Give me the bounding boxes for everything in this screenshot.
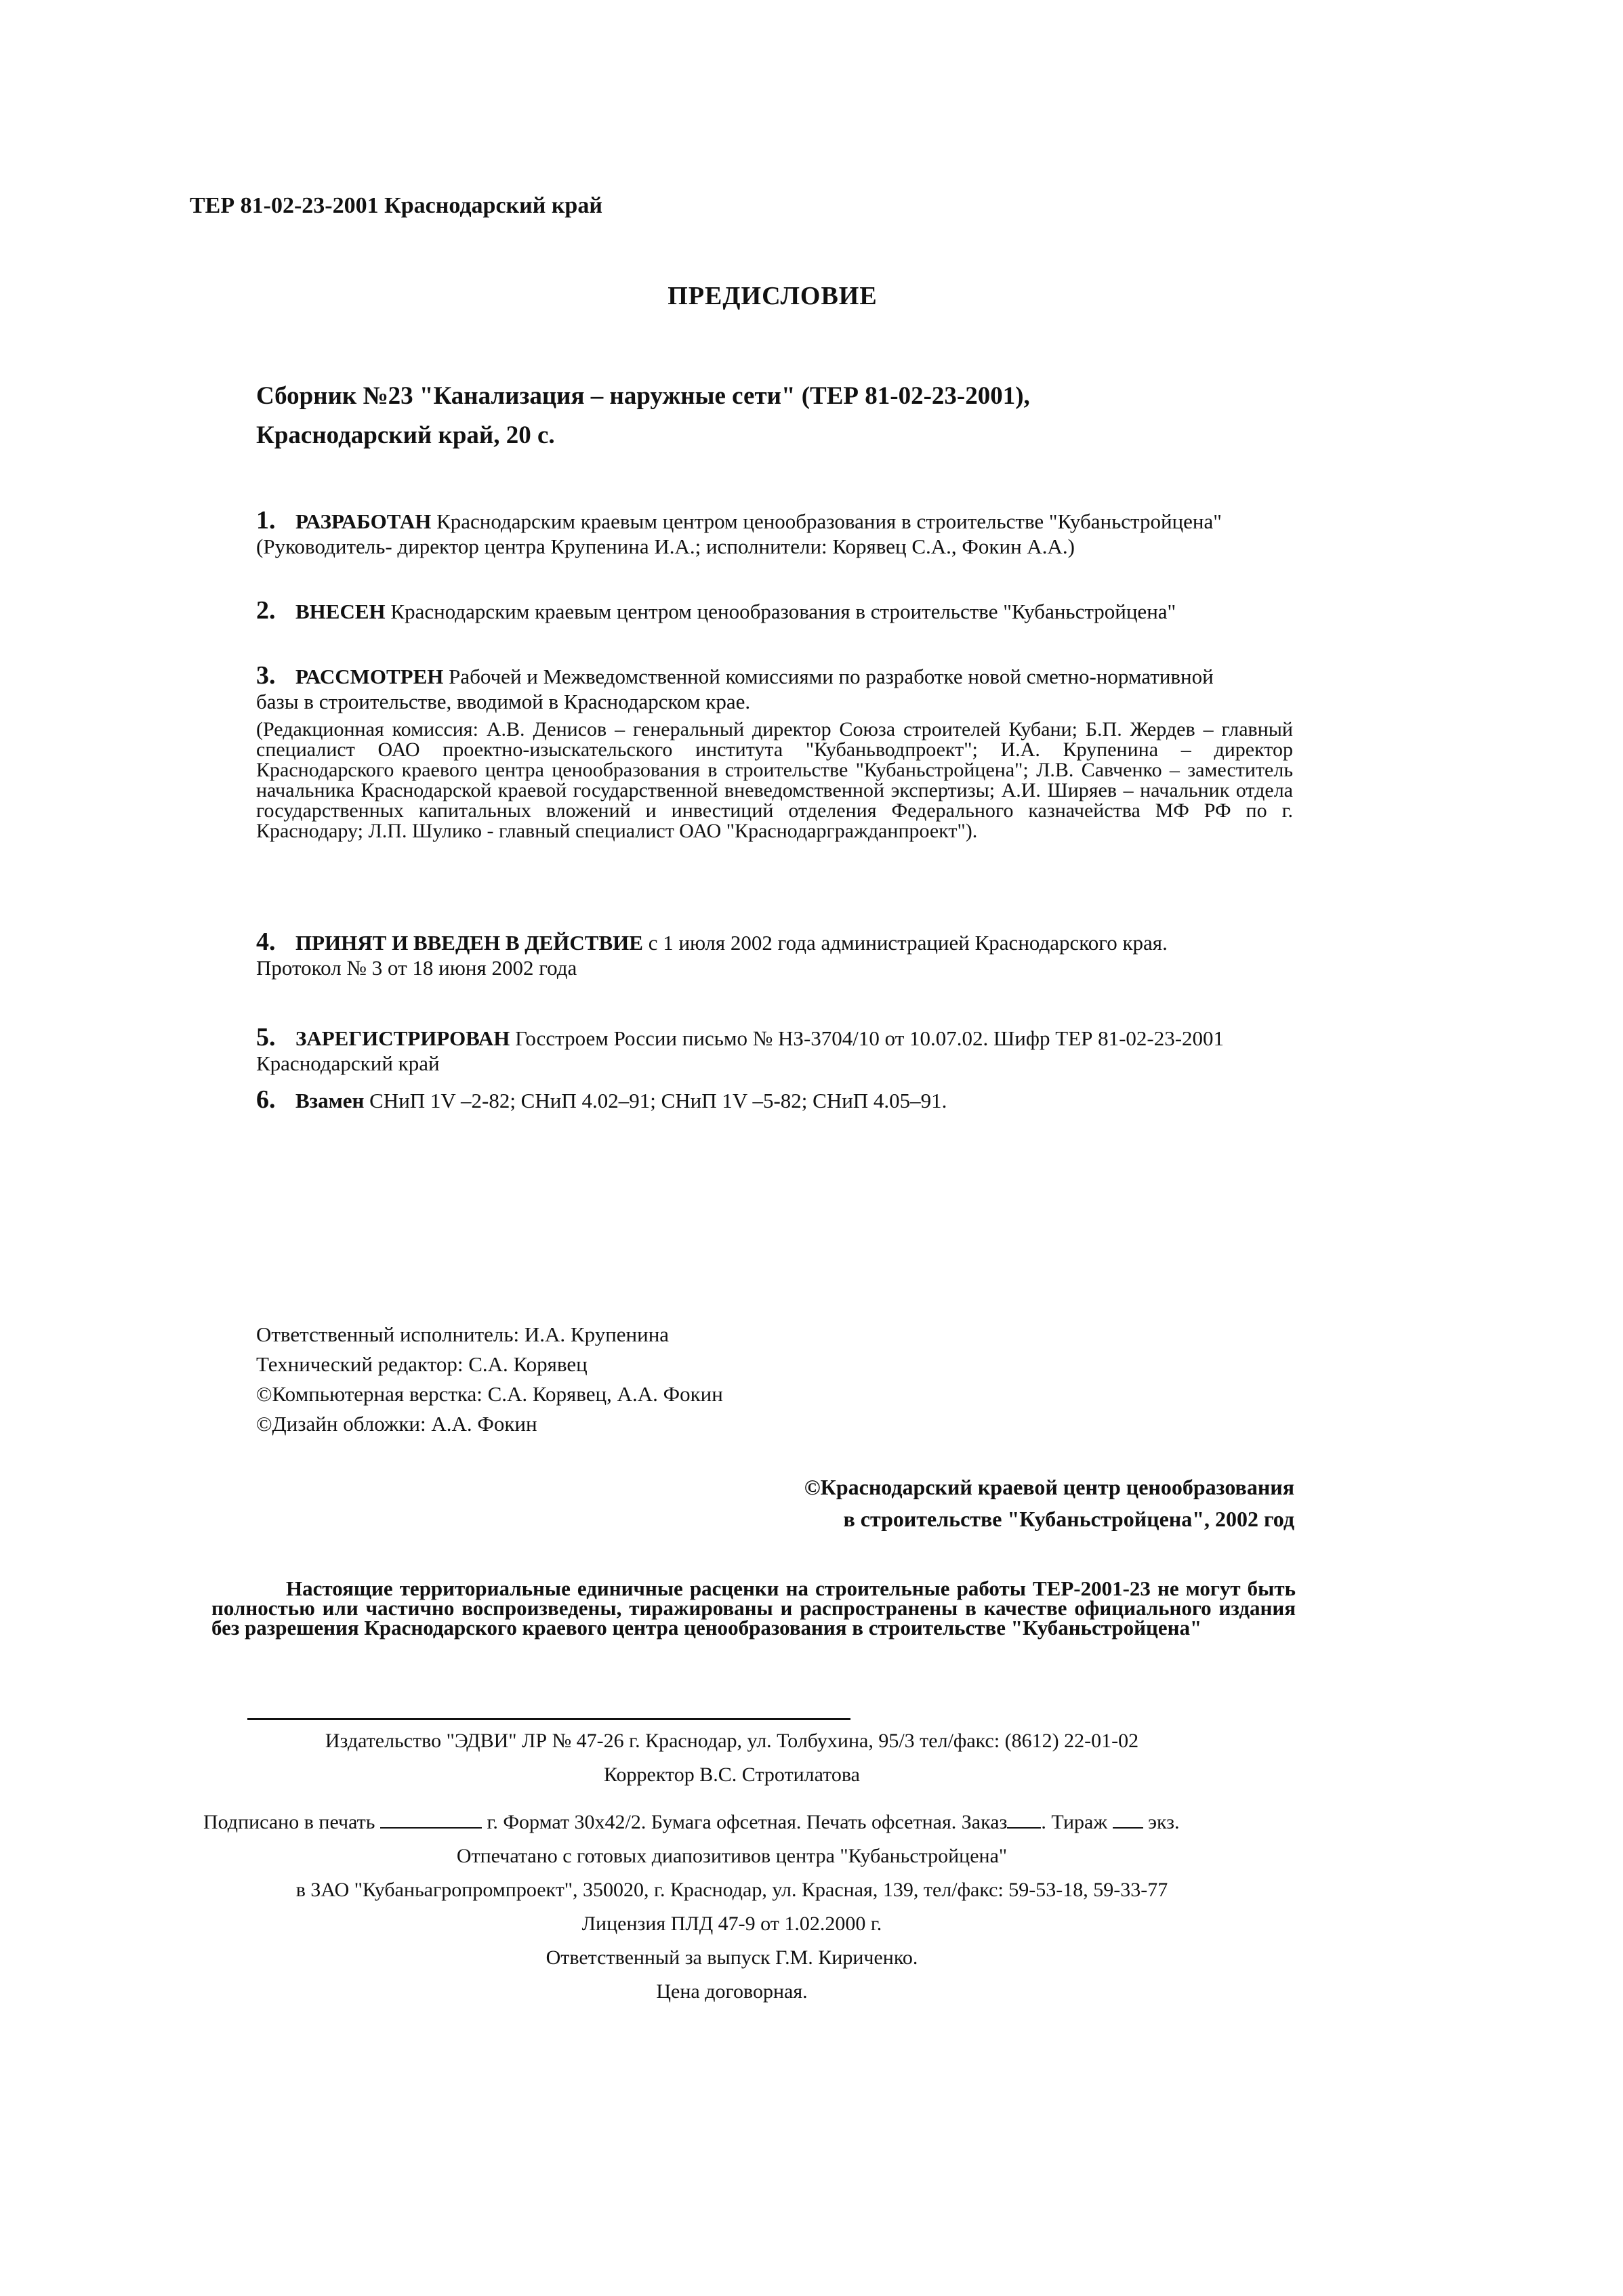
license-line: Лицензия ПЛД 47-9 от 1.02.2000 г.	[581, 1913, 882, 1935]
item-number: 5.	[256, 1023, 276, 1051]
signed-label: Подписано в печать	[203, 1811, 375, 1833]
item-number: 2.	[256, 596, 276, 625]
price-line: Цена договорная.	[656, 1980, 808, 2003]
item-number: 6.	[256, 1085, 276, 1114]
credit-cover-design: ©Дизайн обложки: А.А. Фокин	[256, 1412, 537, 1436]
item-text: Госстроем России письмо № НЗ-3704/10 от 10.07.02. Шифр ТЕР 81-02-23-2001	[510, 1026, 1225, 1050]
document-code-header: ТЕР 81-02-23-2001 Краснодарский край	[190, 193, 602, 218]
separator-rule	[247, 1718, 850, 1720]
credit-layout: ©Компьютерная верстка: С.А. Корявец, А.А. Фокин	[256, 1382, 723, 1406]
printer-address-line: в ЗАО "Кубаньагропромпроект", 350020, г. Краснодар, ул. Красная, 139, тел/факс: 59-53-18, 59-33-77	[295, 1879, 1168, 1901]
order-blank	[1007, 1811, 1041, 1829]
proofreader-line: Корректор В.С. Стротилатова	[604, 1763, 860, 1786]
copies-label: экз.	[1148, 1811, 1180, 1833]
item-reviewed	[256, 663, 1293, 841]
copyright-line-1: ©Краснодарский краевой центр ценообразования	[804, 1475, 1294, 1499]
item-replaces	[256, 1087, 1293, 1113]
item-keyword: ПРИНЯТ И ВВЕДЕН В ДЕЙСТВИЕ	[295, 931, 643, 955]
credit-executor: Ответственный исполнитель: И.А. Крупенина	[256, 1322, 670, 1346]
publisher-line: Издательство "ЭДВИ" ЛР № 47-26 г. Краснодар, ул. Толбухина, 95/3 тел/факс: (8612) 22-01-02	[325, 1730, 1139, 1752]
item-text: с 1 июля 2002 года администрацией Краснодарского края.	[642, 931, 1168, 955]
printed-from-line: Отпечатано с готовых диапозитивов центра "Кубаньстройцена"	[456, 1845, 1008, 1867]
publisher-block	[0, 1724, 1464, 1792]
item-text-line-2: Протокол № 3 от 18 июня 2002 года	[256, 956, 577, 980]
format-text: г. Формат 30х42/2. Бумага офсетная. Печать офсетная. Заказ	[487, 1811, 1008, 1833]
item-introduced	[256, 598, 1293, 624]
date-blank	[380, 1811, 482, 1829]
item-adopted	[256, 927, 1293, 980]
item-number: 4.	[256, 927, 276, 956]
item-text: Краснодарским краевым центром ценообразования в строительстве "Кубаньстройцена"	[385, 600, 1176, 623]
item-number: 3.	[256, 661, 276, 690]
editorial-commission-note: (Редакционная комиссия: А.В. Денисов – генеральный директор Союза строителей Кубани; Б.П. Жердев – главный специалист ОАО проектно-изыскательского института "Кубаньводпроект"; И.А. Крупенина – директор Краснодарского краевого центра ценообразования в строительстве "Кубаньстройцена"; Л.В. Савченко – заместитель начальника Краснодарской краевой государственной вневедомственной экспертизы; А.И. Ширяев – начальник отдела государственных капитальных вложений и инвестиций отделения Федерального казначейства МФ РФ по г. Краснодару; Л.П. Шулико - главный специалист ОАО "Краснодаргражданпроект").	[256, 718, 1293, 842]
item-registered	[256, 1025, 1293, 1076]
page-title: ПРЕДИСЛОВИЕ	[667, 282, 878, 310]
credit-tech-editor: Технический редактор: С.А. Корявец	[256, 1352, 588, 1376]
collection-line-2: Краснодарский край, 20 с.	[256, 421, 555, 449]
item-text: Краснодарским краевым центром ценообразования в строительстве "Кубаньстройцена"	[431, 509, 1222, 533]
print-details-line	[203, 1806, 1179, 1839]
item-keyword: РАССМОТРЕН	[295, 665, 444, 688]
item-keyword: РАЗРАБОТАН	[295, 509, 432, 533]
copyright-block	[804, 1471, 1294, 1535]
item-number: 1.	[256, 506, 276, 535]
collection-line-1: Сборник №23 "Канализация – наружные сети" (ТЕР 81-02-23-2001),	[256, 382, 1030, 410]
responsible-line: Ответственный за выпуск Г.М. Кириченко.	[546, 1946, 918, 1969]
credits-block	[256, 1320, 723, 1439]
item-keyword: ВНЕСЕН	[295, 600, 386, 623]
item-developed	[256, 508, 1293, 559]
item-keyword: ЗАРЕГИСТРИРОВАН	[295, 1026, 510, 1050]
item-keyword: Взамен	[295, 1089, 365, 1112]
copyright-line-2: в строительстве "Кубаньстройцена", 2002 год	[843, 1507, 1294, 1531]
run-label: . Тираж	[1041, 1811, 1108, 1833]
item-text-line-2: базы в строительстве, вводимой в Краснодарском крае.	[256, 690, 751, 713]
collection-reference	[256, 377, 1293, 455]
item-text-line-2: Краснодарский край	[256, 1051, 440, 1075]
item-text: СНиП 1V –2-82; СНиП 4.02–91; СНиП 1V –5-82; СНиП 4.05–91.	[364, 1089, 947, 1112]
reproduction-notice: Настоящие территориальные единичные расценки на строительные работы ТЕР-2001-23 не могут быть полностью или частично воспроизведены, тиражированы и распространены в качестве официального издания без разрешения Краснодарского краевого центра ценообразования в строительстве "Кубаньстройцена"	[211, 1577, 1296, 1640]
item-text-line-2: (Руководитель- директор центра Крупенина И.А.; исполнители: Корявец С.А., Фокин А.А.)	[256, 535, 1075, 558]
run-blank	[1113, 1811, 1143, 1829]
item-text: Рабочей и Межведомственной комиссиями по разработке новой сметно-нормативной	[443, 665, 1214, 688]
printing-block	[0, 1839, 1464, 2009]
